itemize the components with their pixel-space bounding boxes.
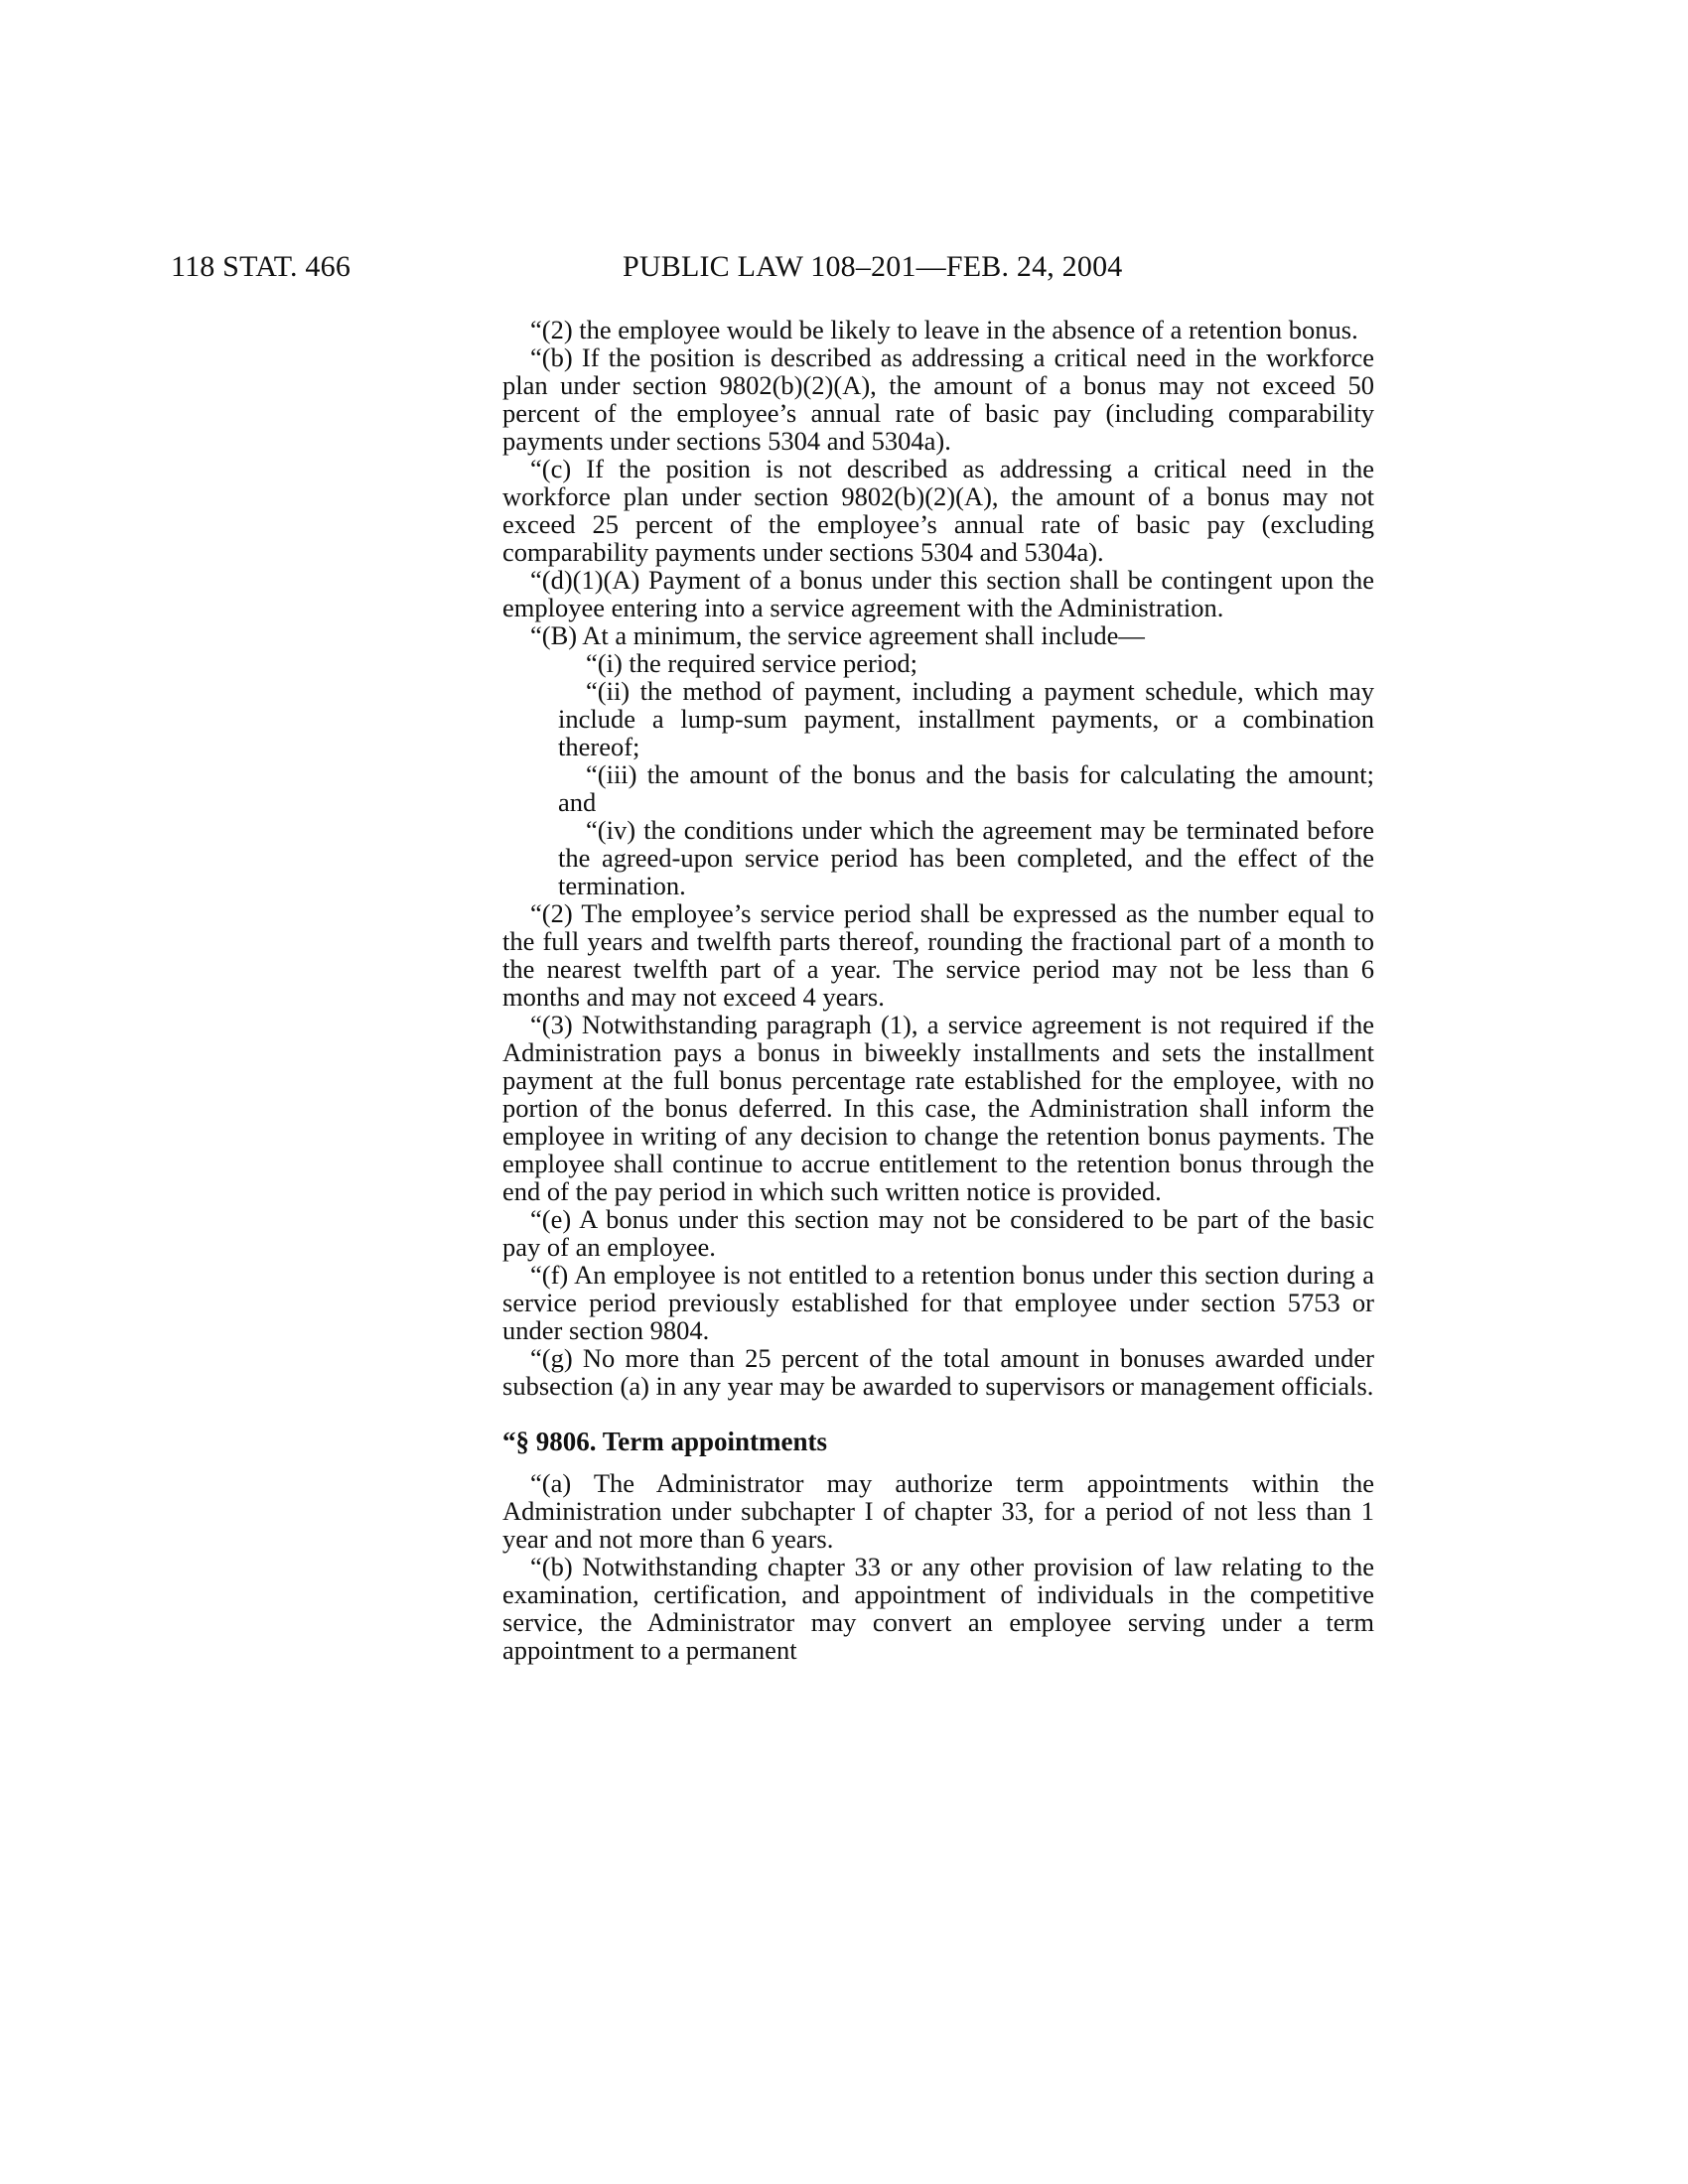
- subsection-c: “(c) If the position is not described as addressing a critical need in the workforce plan under section 9802(b)(2)(A), the amount of a bonus may not exceed 25 percent of the employee’s annual rate of basic pay (excluding comparability payments under sections 5304 and 5304a).: [502, 454, 1374, 567]
- subsection-d-3: “(3) Notwithstanding paragraph (1), a service agreement is not required if the Administration pays a bonus in biweekly installments and sets the installment payment at the full bonus percentage rate established for the employee, with no portion of the bonus deferred. In this case, the Administration shall inform the employee in writing of any decision to change the retention bonus payments. The employee shall continue to accrue entitlement to the retention bonus through the end of the pay period in which such written notice is provided.: [502, 1010, 1374, 1206]
- subsection-e: “(e) A bonus under this section may not be considered to be part of the basic pay of an employee.: [502, 1204, 1374, 1262]
- clause-iii: “(iii) the amount of the bonus and the basis for calculating the amount; and: [558, 759, 1374, 817]
- section-9806-subsection-b: “(b) Notwithstanding chapter 33 or any other provision of law relating to the examination, certification, and appointment of individuals in the competitive service, the Administrator may convert an employee serving under a term appointment to a permanent: [502, 1552, 1374, 1665]
- subsection-f: “(f) An employee is not entitled to a retention bonus under this section during a service period previously established for that employee under section 5753 or under section 9804.: [502, 1260, 1374, 1345]
- statute-page-reference: 118 STAT. 466: [171, 250, 352, 283]
- clause-ii: “(ii) the method of payment, including a payment schedule, which may include a lump-sum payment, installment payments, or a combination thereof;: [558, 676, 1374, 761]
- section-9806-heading: “§ 9806. Term appointments: [502, 1427, 828, 1456]
- clause-iv: “(iv) the conditions under which the agreement may be terminated before the agreed-upon service period has been completed, and the effect of the termination.: [558, 815, 1374, 900]
- subsection-g: “(g) No more than 25 percent of the total amount in bonuses awarded under subsection (a) in any year may be awarded to supervisors or management officials.: [502, 1343, 1374, 1401]
- subsection-b: “(b) If the position is described as addressing a critical need in the workforce plan under section 9802(b)(2)(A), the amount of a bonus may not exceed 50 percent of the employee’s annual rate of basic pay (including comparability payments under sections 5304 and 5304a).: [502, 342, 1374, 456]
- paragraph-2: “(2) the employee would be likely to leave in the absence of a retention bonus.: [530, 315, 1358, 344]
- subsection-d-2: “(2) The employee’s service period shall be expressed as the number equal to the full years and twelfth parts thereof, rounding the fractional part of a month to the nearest twelfth part of a year. The service period may not be less than 6 months and may not exceed 4 years.: [502, 898, 1374, 1012]
- subsection-d-1-b: “(B) At a minimum, the service agreement shall include—: [530, 620, 1145, 650]
- clause-i: “(i) the required service period;: [586, 648, 918, 678]
- subsection-d-1-a: “(d)(1)(A) Payment of a bonus under this section shall be contingent upon the employee entering into a service agreement with the Administration.: [502, 565, 1374, 622]
- statute-body: [502, 316, 1374, 1664]
- page-header: [0, 250, 1688, 290]
- section-9806-subsection-a: “(a) The Administrator may authorize term appointments within the Administration under subchapter I of chapter 33, for a period of not less than 1 year and not more than 6 years.: [502, 1468, 1374, 1554]
- public-law-title: PUBLIC LAW 108–201—FEB. 24, 2004: [623, 250, 1123, 283]
